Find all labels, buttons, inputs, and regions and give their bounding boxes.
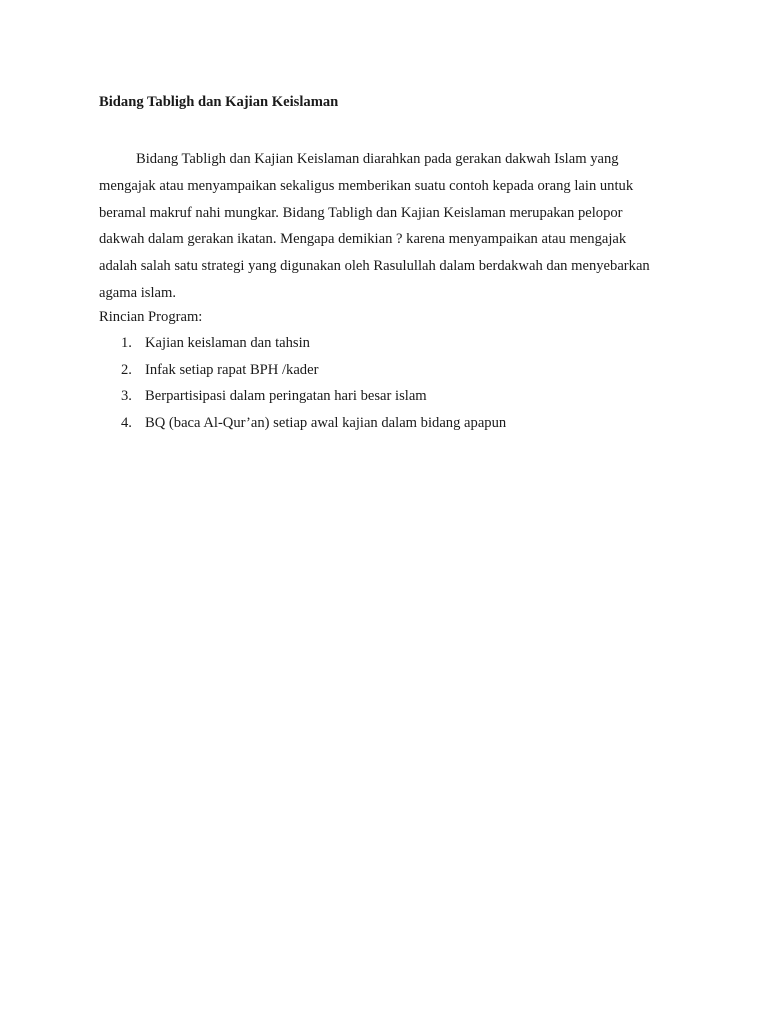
intro-paragraph [99,146,679,307]
document-title: Bidang Tabligh dan Kajian Keislaman [99,94,339,110]
list-item-text: BQ (baca Al-Qur’an) setiap awal kajian dalam bidang apapun [145,414,507,431]
paragraph-line: adalah salah satu strategi yang digunakan oleh Rasulullah dalam berdakwah dan menyebarkan [99,258,650,275]
program-section-label: Rincian Program: [99,309,203,325]
list-item-text: Berpartisipasi dalam peringatan hari besar islam [145,388,427,404]
paragraph-line: agama islam. [99,284,176,301]
list-item-number: 2. [121,361,132,378]
paragraph-line: mengajak atau menyampaikan sekaligus memberikan suatu contoh kepada orang lain untuk [99,177,634,194]
paragraph-line: Bidang Tabligh dan Kajian Keislaman diarahkan pada gerakan dakwah Islam yang [136,151,619,167]
paragraph-line: beramal makruf nahi mungkar. Bidang Tabligh dan Kajian Keislaman merupakan pelopor [99,204,623,221]
list-item-number: 3. [121,388,132,404]
list-item-text: Kajian keislaman dan tahsin [145,335,310,351]
list-item-number: 4. [121,414,132,431]
list-item-text: Infak setiap rapat BPH /kader [145,361,319,378]
paragraph-line: dakwah dalam gerakan ikatan. Mengapa demikian ? karena menyampaikan atau mengajak [99,231,627,248]
list-item-number: 1. [121,335,132,351]
